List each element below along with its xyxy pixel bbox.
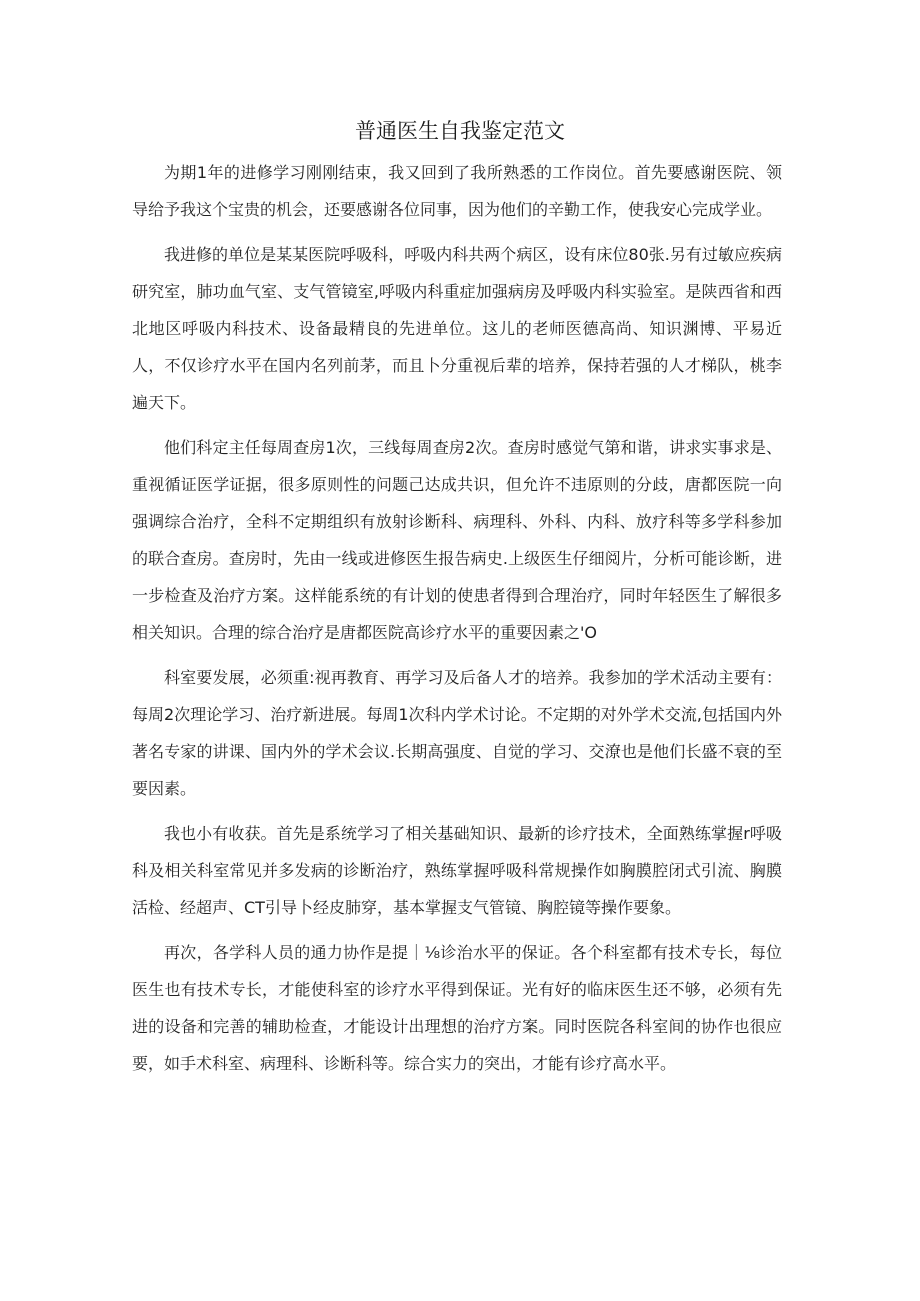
- document-body: [132, 154, 782, 1090]
- paragraph-2: 我进修的单位是某某医院呼吸科，呼吸内科共两个病区，设有床位80张.另有过敏应疾病研究室，肺功血气室、支气管镜室,呼吸内科重症加强病房及呼吸内科实验室。是陕西省和西北地区呼吸内科技术、设备最精良的先进单位。这儿的老师医德高尚、知识渊博、平易近人，不仅诊疗水平在国内名列前茅，而且卜分重视后辈的培养，保持若强的人才梯队，桃李遍天下。: [132, 245, 782, 412]
- paragraph-6: 再次，各学科人员的通力协作是提｜⅛诊治水平的保证。各个科室都有技术专长，每位医生也有技术专长，才能使科室的诊疗水平得到保证。光有好的临床医生还不够，必须有先进的设备和完善的辅助检查，才能设计出理想的治疗方案。同时医院各科室间的协作也很应要，如手术科室、病理科、诊断科等。综合实力的突出，才能有诊疗高水平。: [132, 943, 782, 1073]
- paragraph-1: 为期1年的进修学习刚刚结束，我又回到了我所熟悉的工作岗位。首先要感谢医院、领导给予我这个宝贵的机会，还要感谢各位同事，因为他们的辛勤工作，使我安心完成学业。: [132, 163, 782, 219]
- paragraph-4: 科室要发展，必须重:视再教育、再学习及后备人才的培养。我参加的学术活动主要有：每周2次理论学习、治疗新进展。每周1次科内学术讨论。不定期的对外学术交流,包括国内外著名专家的讲课、国内外的学术会议.长期高强度、自觉的学习、交潦也是他们长盛不衰的至要因素。: [132, 668, 782, 798]
- paragraph-5: 我也小有收获。首先是系统学习了相关基础知识、最新的诊疗技术，全面熟练掌握r呼吸科及相关科室常见并多发病的诊断治疗，熟练掌握呼吸科常规操作如胸膜腔闭式引流、胸膜活检、经超声、CT引导卜经皮肺穿，基本掌握支气管镜、胸腔镜等操作要象。: [132, 824, 782, 917]
- document-title: 普通医生自我鉴定范文: [355, 119, 565, 143]
- paragraph-3: 他们科定主任每周查房1次，三线每周查房2次。查房时感觉气第和谐，讲求实事求是、重视循证医学证据，很多原则性的问题己达成共识，但允许不违原则的分歧，唐都医院一向强调综合治疗，全科不定期组织有放射诊断科、病理科、外科、内科、放疗科等多学科参加的联合查房。查房时，先由一线或进修医生报告病史.上级医生仔细阅片，分析可能诊断，进一步检查及治疗方案。这样能系统的有计划的使患者得到合理治疗，同时年轻医生了解很多相关知识。合理的综合治疗是唐都医院高诊疗水平的重要因素之'O: [132, 438, 782, 642]
